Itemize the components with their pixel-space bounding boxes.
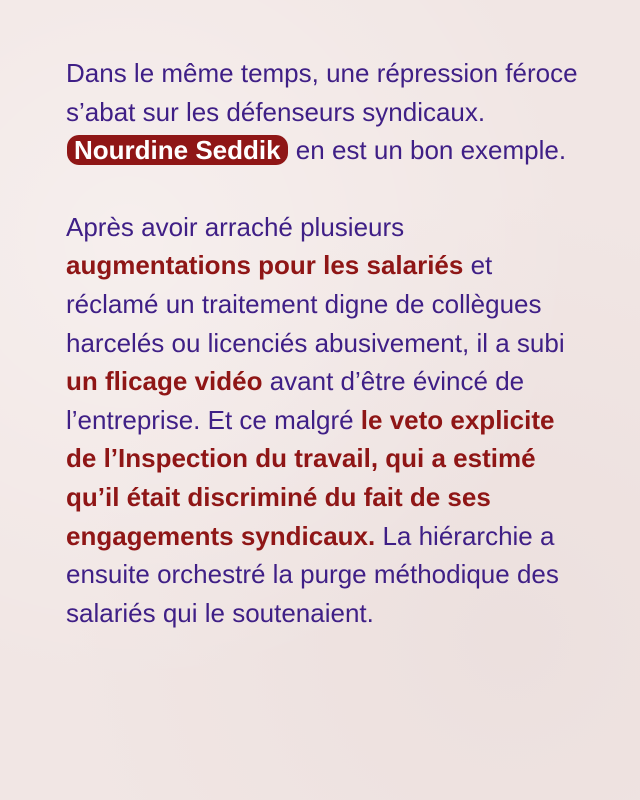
paragraph-2-text-2: et réclamé un traitement digne de collègues harcelés ou licenciés abusivement, il a subi <box>66 250 565 358</box>
highlighted-name: Nourdine Seddik <box>67 135 288 165</box>
text-block <box>66 54 586 632</box>
paragraph-1-text: Dans le même temps, une répression féroce s’abat sur les défenseurs syndicaux. <box>66 58 578 127</box>
paragraph-2-text-3: avant d’être évincé de l’entreprise. Et ce malgré <box>66 366 525 435</box>
paragraph-2-text-4: La hiérarchie a ensuite orchestré la purge méthodique des salariés qui le soutenaient. <box>66 520 559 628</box>
emphasis-salary-increases: augmentations pour les salariés <box>66 250 464 281</box>
paragraph-1 <box>66 54 586 170</box>
paragraph-2 <box>66 208 586 633</box>
paragraph-2-text-1: Après avoir arraché plusieurs <box>66 211 405 242</box>
emphasis-video-surveillance: un flicage vidéo <box>66 366 263 397</box>
emphasis-labor-inspection-veto: le veto explicite de l’Inspection du travail, qui a estimé qu’il était discriminé du fait de ses engagements syndicaux. <box>66 404 555 551</box>
paragraph-1-text-end: en est un bon exemple. <box>288 135 567 166</box>
